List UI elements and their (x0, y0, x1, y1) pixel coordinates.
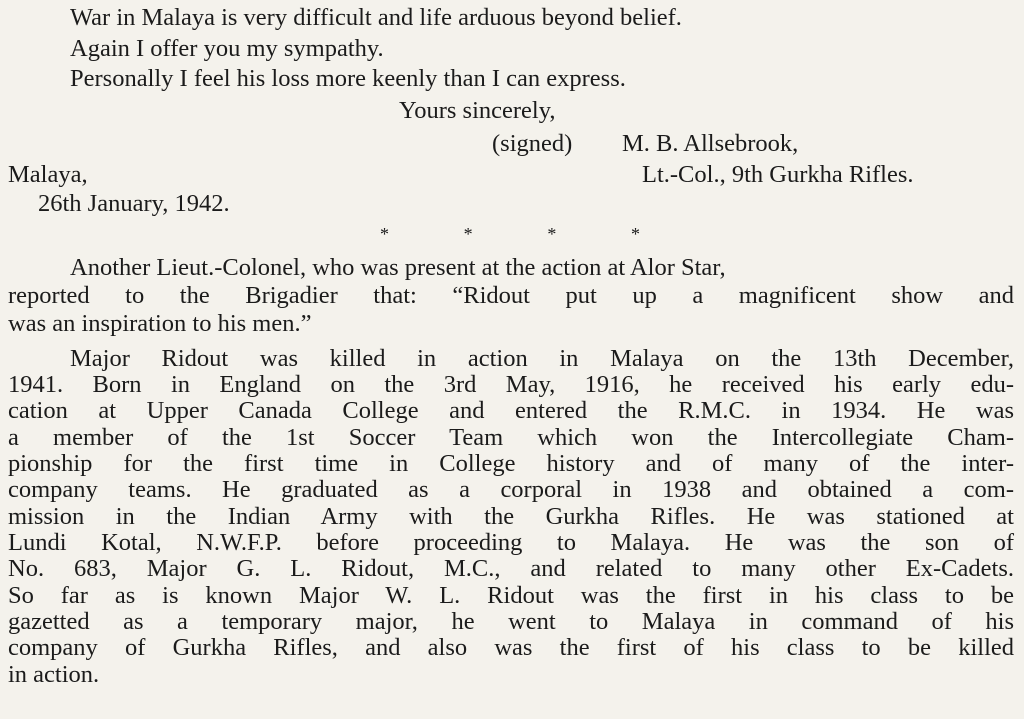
paragraph-line: cation at Upper Canada College and entered the R.M.C. in 1934. He was (8, 397, 1014, 424)
letter-line: War in Malaya is very difficult and life arduous beyond belief. (70, 4, 682, 31)
paragraph-line: in action. (8, 661, 100, 688)
paragraph-line: company teams. He graduated as a corporal in 1938 and obtained a com- (8, 476, 1014, 503)
separator-star: * (463, 224, 473, 244)
letter-line: Personally I feel his loss more keenly than I can express. (70, 65, 626, 92)
signatory-name: M. B. Allsebrook, (622, 130, 799, 157)
signatory-rank: Lt.-Col., 9th Gurkha Rifles. (642, 161, 914, 188)
valediction: Yours sincerely, (399, 97, 556, 124)
letter-place: Malaya, (8, 161, 88, 188)
paragraph-line: pionship for the first time in College history and of many of the inter- (8, 450, 1014, 477)
paragraph-line: No. 683, Major G. L. Ridout, M.C., and related to many other Ex-Cadets. (8, 555, 1014, 582)
paragraph-line: 1941. Born in England on the 3rd May, 1916, he received his early edu- (8, 371, 1014, 398)
paragraph-line: was an inspiration to his men.” (8, 310, 312, 337)
letter-date: 26th January, 1942. (38, 190, 230, 217)
paragraph-line: Major Ridout was killed in action in Malaya on the 13th December, (70, 345, 1014, 372)
paragraph-line: company of Gurkha Rifles, and also was the first of his class to be killed (8, 634, 1014, 661)
paragraph-line: a member of the 1st Soccer Team which won the Intercollegiate Cham- (8, 424, 1014, 451)
paragraph-line: Another Lieut.-Colonel, who was present at the action at Alor Star, (70, 254, 726, 281)
paragraph-line: gazetted as a temporary major, he went to Malaya in command of his (8, 608, 1014, 635)
paragraph-line: Lundi Kotal, N.W.F.P. before proceeding to Malaya. He was the son of (8, 529, 1014, 556)
signed-marker: (signed) (492, 130, 573, 157)
separator-star: * (547, 224, 557, 244)
letter-line: Again I offer you my sympathy. (70, 35, 384, 62)
separator-star: * (380, 224, 389, 244)
separator-star: * (630, 224, 640, 244)
paragraph-line: reported to the Brigadier that: “Ridout put up a magnificent show and (8, 282, 1014, 309)
section-separator (380, 222, 640, 246)
paragraph-line: mission in the Indian Army with the Gurkha Rifles. He was stationed at (8, 503, 1014, 530)
paragraph-line: So far as is known Major W. L. Ridout was the first in his class to be (8, 582, 1014, 609)
